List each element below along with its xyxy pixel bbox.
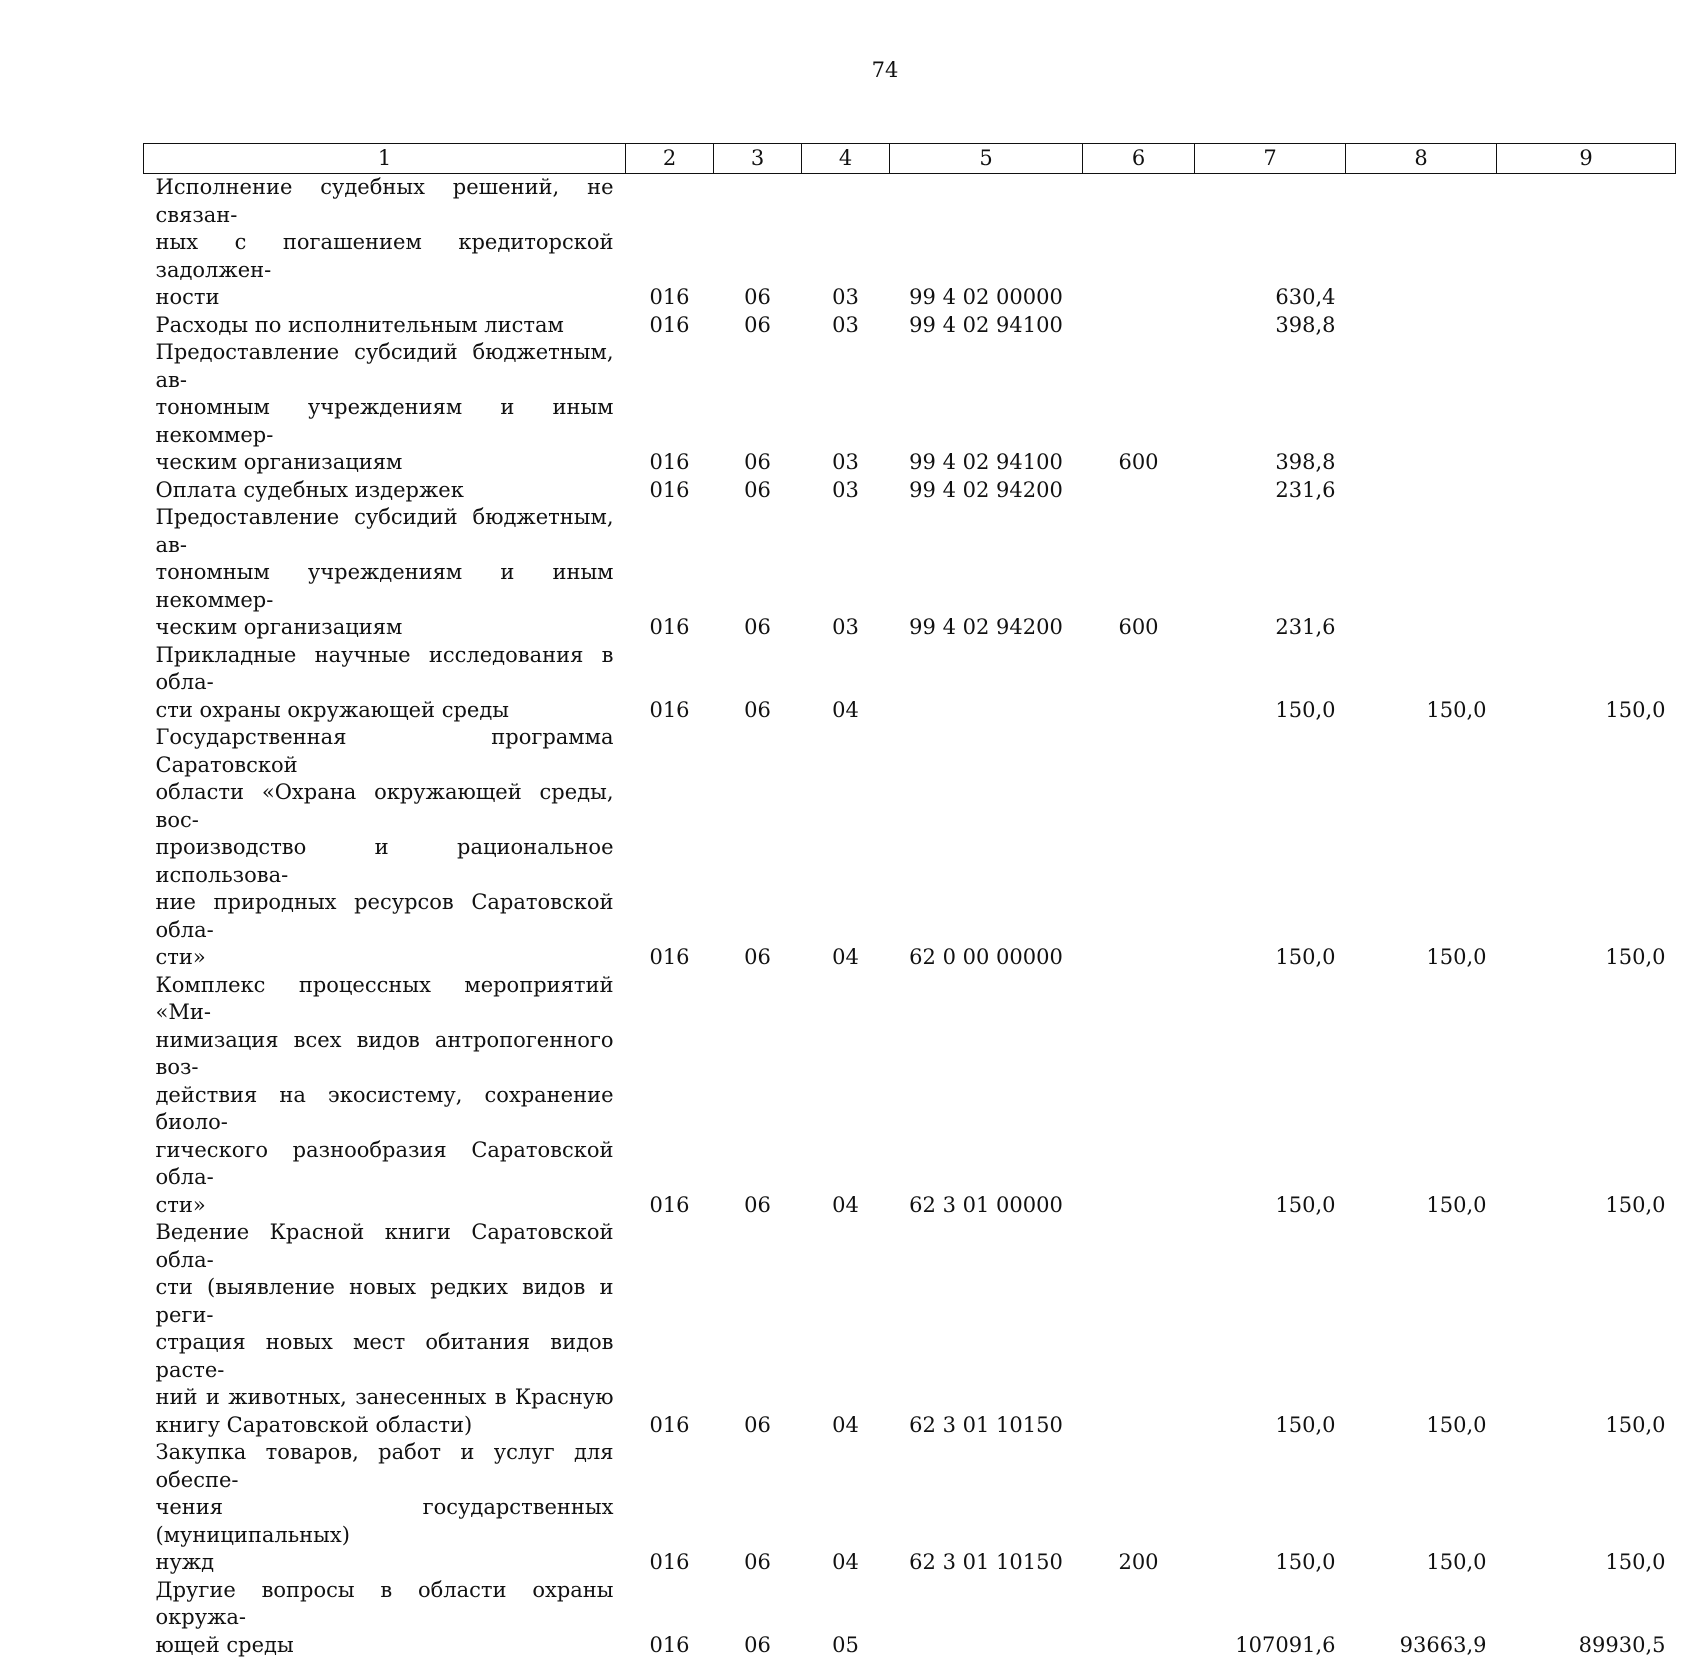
expense-name-line: сти охраны окружающей среды	[156, 697, 614, 725]
section-code-cell: 06	[714, 504, 802, 642]
amount-col9-cell	[1497, 504, 1676, 642]
expense-name-line: ний и животных, занесенных в Красную	[156, 1384, 614, 1412]
ministry-code-cell: 016	[626, 312, 714, 340]
subsection-code-cell: 04	[802, 642, 890, 725]
budget-table	[143, 143, 1676, 1659]
amount-col7-cell: 231,6	[1195, 477, 1346, 505]
expense-name-line: сти»	[156, 1192, 614, 1220]
subsection-code-cell: 04	[802, 972, 890, 1220]
table-row	[144, 972, 1676, 1220]
expense-name-cell	[144, 972, 626, 1220]
expense-type-cell	[1083, 1219, 1195, 1439]
expense-name-line: чения государственных (муниципальных)	[156, 1494, 614, 1549]
section-code-cell: 06	[714, 312, 802, 340]
amount-col7-cell: 398,8	[1195, 312, 1346, 340]
amount-col9-cell: 150,0	[1497, 1439, 1676, 1577]
table-row	[144, 724, 1676, 972]
section-code-cell: 06	[714, 642, 802, 725]
column-number-9: 9	[1497, 144, 1676, 174]
amount-col8-cell: 150,0	[1346, 1439, 1497, 1577]
target-article-cell: 99 4 02 94100	[890, 339, 1083, 477]
target-article-cell: 62 3 01 00000	[890, 972, 1083, 1220]
expense-name-line: действия на экосистему, сохранение биоло-	[156, 1082, 614, 1137]
expense-name-line: Предоставление субсидий бюджетным, ав-	[156, 504, 614, 559]
target-article-cell: 62 3 01 10150	[890, 1439, 1083, 1577]
column-number-7: 7	[1195, 144, 1346, 174]
expense-name-line: ных с погашением кредиторской задолжен-	[156, 229, 614, 284]
table-row	[144, 504, 1676, 642]
expense-name-cell	[144, 1219, 626, 1439]
section-code-cell: 06	[714, 1219, 802, 1439]
table-row	[144, 1219, 1676, 1439]
expense-name-cell	[144, 174, 626, 312]
amount-col7-cell: 150,0	[1195, 1439, 1346, 1577]
amount-col7-cell: 150,0	[1195, 642, 1346, 725]
ministry-code-cell: 016	[626, 1219, 714, 1439]
ministry-code-cell: 016	[626, 724, 714, 972]
expense-name-line: тономным учреждениям и иным некоммер-	[156, 559, 614, 614]
expense-name-line: тономным учреждениям и иным некоммер-	[156, 394, 614, 449]
expense-name-cell	[144, 312, 626, 340]
subsection-code-cell: 04	[802, 1439, 890, 1577]
expense-name-line: Государственная программа Саратовской	[156, 724, 614, 779]
amount-col9-cell: 150,0	[1497, 1219, 1676, 1439]
section-code-cell: 06	[714, 972, 802, 1220]
expense-name-line: гического разнообразия Саратовской обла-	[156, 1137, 614, 1192]
amount-col7-cell: 107091,6	[1195, 1577, 1346, 1659]
amount-col8-cell	[1346, 174, 1497, 312]
subsection-code-cell: 03	[802, 339, 890, 477]
expense-name-line: сти»	[156, 944, 614, 972]
expense-type-cell	[1083, 1577, 1195, 1659]
expense-type-cell	[1083, 642, 1195, 725]
expense-name-line: сти (выявление новых редких видов и реги-	[156, 1274, 614, 1329]
expense-name-line: Комплекс процессных мероприятий «Ми-	[156, 972, 614, 1027]
subsection-code-cell: 05	[802, 1577, 890, 1659]
amount-col9-cell	[1497, 477, 1676, 505]
expense-type-cell	[1083, 174, 1195, 312]
subsection-code-cell: 03	[802, 504, 890, 642]
column-number-2: 2	[626, 144, 714, 174]
target-article-cell	[890, 642, 1083, 725]
amount-col9-cell: 150,0	[1497, 972, 1676, 1220]
target-article-cell: 99 4 02 00000	[890, 174, 1083, 312]
amount-col8-cell	[1346, 477, 1497, 505]
column-number-row	[144, 144, 1676, 174]
subsection-code-cell: 03	[802, 477, 890, 505]
expense-name-cell	[144, 1439, 626, 1577]
section-code-cell: 06	[714, 339, 802, 477]
amount-col8-cell: 150,0	[1346, 972, 1497, 1220]
section-code-cell: 06	[714, 174, 802, 312]
expense-name-line: производство и рациональное использова-	[156, 834, 614, 889]
table-body	[144, 174, 1676, 1659]
column-number-6: 6	[1083, 144, 1195, 174]
expense-name-line: ческим организациям	[156, 449, 614, 477]
amount-col7-cell: 150,0	[1195, 724, 1346, 972]
expense-name-line: ющей среды	[156, 1632, 614, 1659]
amount-col8-cell: 150,0	[1346, 642, 1497, 725]
amount-col8-cell: 93663,9	[1346, 1577, 1497, 1659]
expense-name-line: Прикладные научные исследования в обла-	[156, 642, 614, 697]
expense-name-line: Исполнение судебных решений, не связан-	[156, 174, 614, 229]
subsection-code-cell: 03	[802, 312, 890, 340]
ministry-code-cell: 016	[626, 1439, 714, 1577]
amount-col8-cell	[1346, 504, 1497, 642]
amount-col8-cell: 150,0	[1346, 724, 1497, 972]
table-row	[144, 339, 1676, 477]
expense-type-cell: 600	[1083, 339, 1195, 477]
expense-name-line: Оплата судебных издержек	[156, 477, 614, 505]
table-row	[144, 174, 1676, 312]
subsection-code-cell: 03	[802, 174, 890, 312]
target-article-cell	[890, 1577, 1083, 1659]
amount-col7-cell: 630,4	[1195, 174, 1346, 312]
expense-name-cell	[144, 724, 626, 972]
ministry-code-cell: 016	[626, 642, 714, 725]
target-article-cell: 99 4 02 94100	[890, 312, 1083, 340]
section-code-cell: 06	[714, 477, 802, 505]
ministry-code-cell: 016	[626, 477, 714, 505]
column-number-8: 8	[1346, 144, 1497, 174]
subsection-code-cell: 04	[802, 724, 890, 972]
section-code-cell: 06	[714, 1577, 802, 1659]
expense-name-line: Ведение Красной книги Саратовской обла-	[156, 1219, 614, 1274]
target-article-cell: 99 4 02 94200	[890, 504, 1083, 642]
expense-name-cell	[144, 339, 626, 477]
expense-type-cell	[1083, 477, 1195, 505]
expense-name-cell	[144, 1577, 626, 1659]
expense-name-line: страция новых мест обитания видов расте-	[156, 1329, 614, 1384]
table-row	[144, 477, 1676, 505]
amount-col7-cell: 231,6	[1195, 504, 1346, 642]
amount-col9-cell: 150,0	[1497, 724, 1676, 972]
column-number-1: 1	[144, 144, 626, 174]
expense-name-line: Другие вопросы в области охраны окружа-	[156, 1577, 614, 1632]
expense-name-line: нимизация всех видов антропогенного воз-	[156, 1027, 614, 1082]
expense-name-line: Закупка товаров, работ и услуг для обеспе-	[156, 1439, 614, 1494]
expense-name-line: Предоставление субсидий бюджетным, ав-	[156, 339, 614, 394]
expense-name-line: ности	[156, 284, 614, 312]
target-article-cell: 62 0 00 00000	[890, 724, 1083, 972]
expense-name-line: книгу Саратовской области)	[156, 1412, 614, 1440]
section-code-cell: 06	[714, 1439, 802, 1577]
amount-col9-cell	[1497, 339, 1676, 477]
target-article-cell: 62 3 01 10150	[890, 1219, 1083, 1439]
expense-name-line: области «Охрана окружающей среды, вос-	[156, 779, 614, 834]
amount-col7-cell: 150,0	[1195, 1219, 1346, 1439]
table-row	[144, 642, 1676, 725]
ministry-code-cell: 016	[626, 1577, 714, 1659]
amount-col7-cell: 398,8	[1195, 339, 1346, 477]
column-number-3: 3	[714, 144, 802, 174]
subsection-code-cell: 04	[802, 1219, 890, 1439]
amount-col8-cell	[1346, 312, 1497, 340]
table-row	[144, 1439, 1676, 1577]
column-number-4: 4	[802, 144, 890, 174]
ministry-code-cell: 016	[626, 504, 714, 642]
table-row	[144, 1577, 1676, 1659]
ministry-code-cell: 016	[626, 174, 714, 312]
amount-col8-cell: 150,0	[1346, 1219, 1497, 1439]
expense-type-cell: 200	[1083, 1439, 1195, 1577]
expense-type-cell	[1083, 312, 1195, 340]
amount-col7-cell: 150,0	[1195, 972, 1346, 1220]
amount-col8-cell	[1346, 339, 1497, 477]
expense-name-line: ние природных ресурсов Саратовской обла-	[156, 889, 614, 944]
amount-col9-cell	[1497, 174, 1676, 312]
table-row	[144, 312, 1676, 340]
amount-col9-cell: 150,0	[1497, 642, 1676, 725]
expense-name-line: ческим организациям	[156, 614, 614, 642]
expense-type-cell: 600	[1083, 504, 1195, 642]
expense-name-cell	[144, 477, 626, 505]
ministry-code-cell: 016	[626, 339, 714, 477]
expense-name-line: нужд	[156, 1549, 614, 1577]
expense-name-line: Расходы по исполнительным листам	[156, 312, 614, 340]
expense-name-cell	[144, 504, 626, 642]
page-number: 74	[0, 58, 1697, 82]
ministry-code-cell: 016	[626, 972, 714, 1220]
expense-type-cell	[1083, 972, 1195, 1220]
expense-type-cell	[1083, 724, 1195, 972]
column-number-5: 5	[890, 144, 1083, 174]
target-article-cell: 99 4 02 94200	[890, 477, 1083, 505]
expense-name-cell	[144, 642, 626, 725]
section-code-cell: 06	[714, 724, 802, 972]
amount-col9-cell	[1497, 312, 1676, 340]
amount-col9-cell: 89930,5	[1497, 1577, 1676, 1659]
